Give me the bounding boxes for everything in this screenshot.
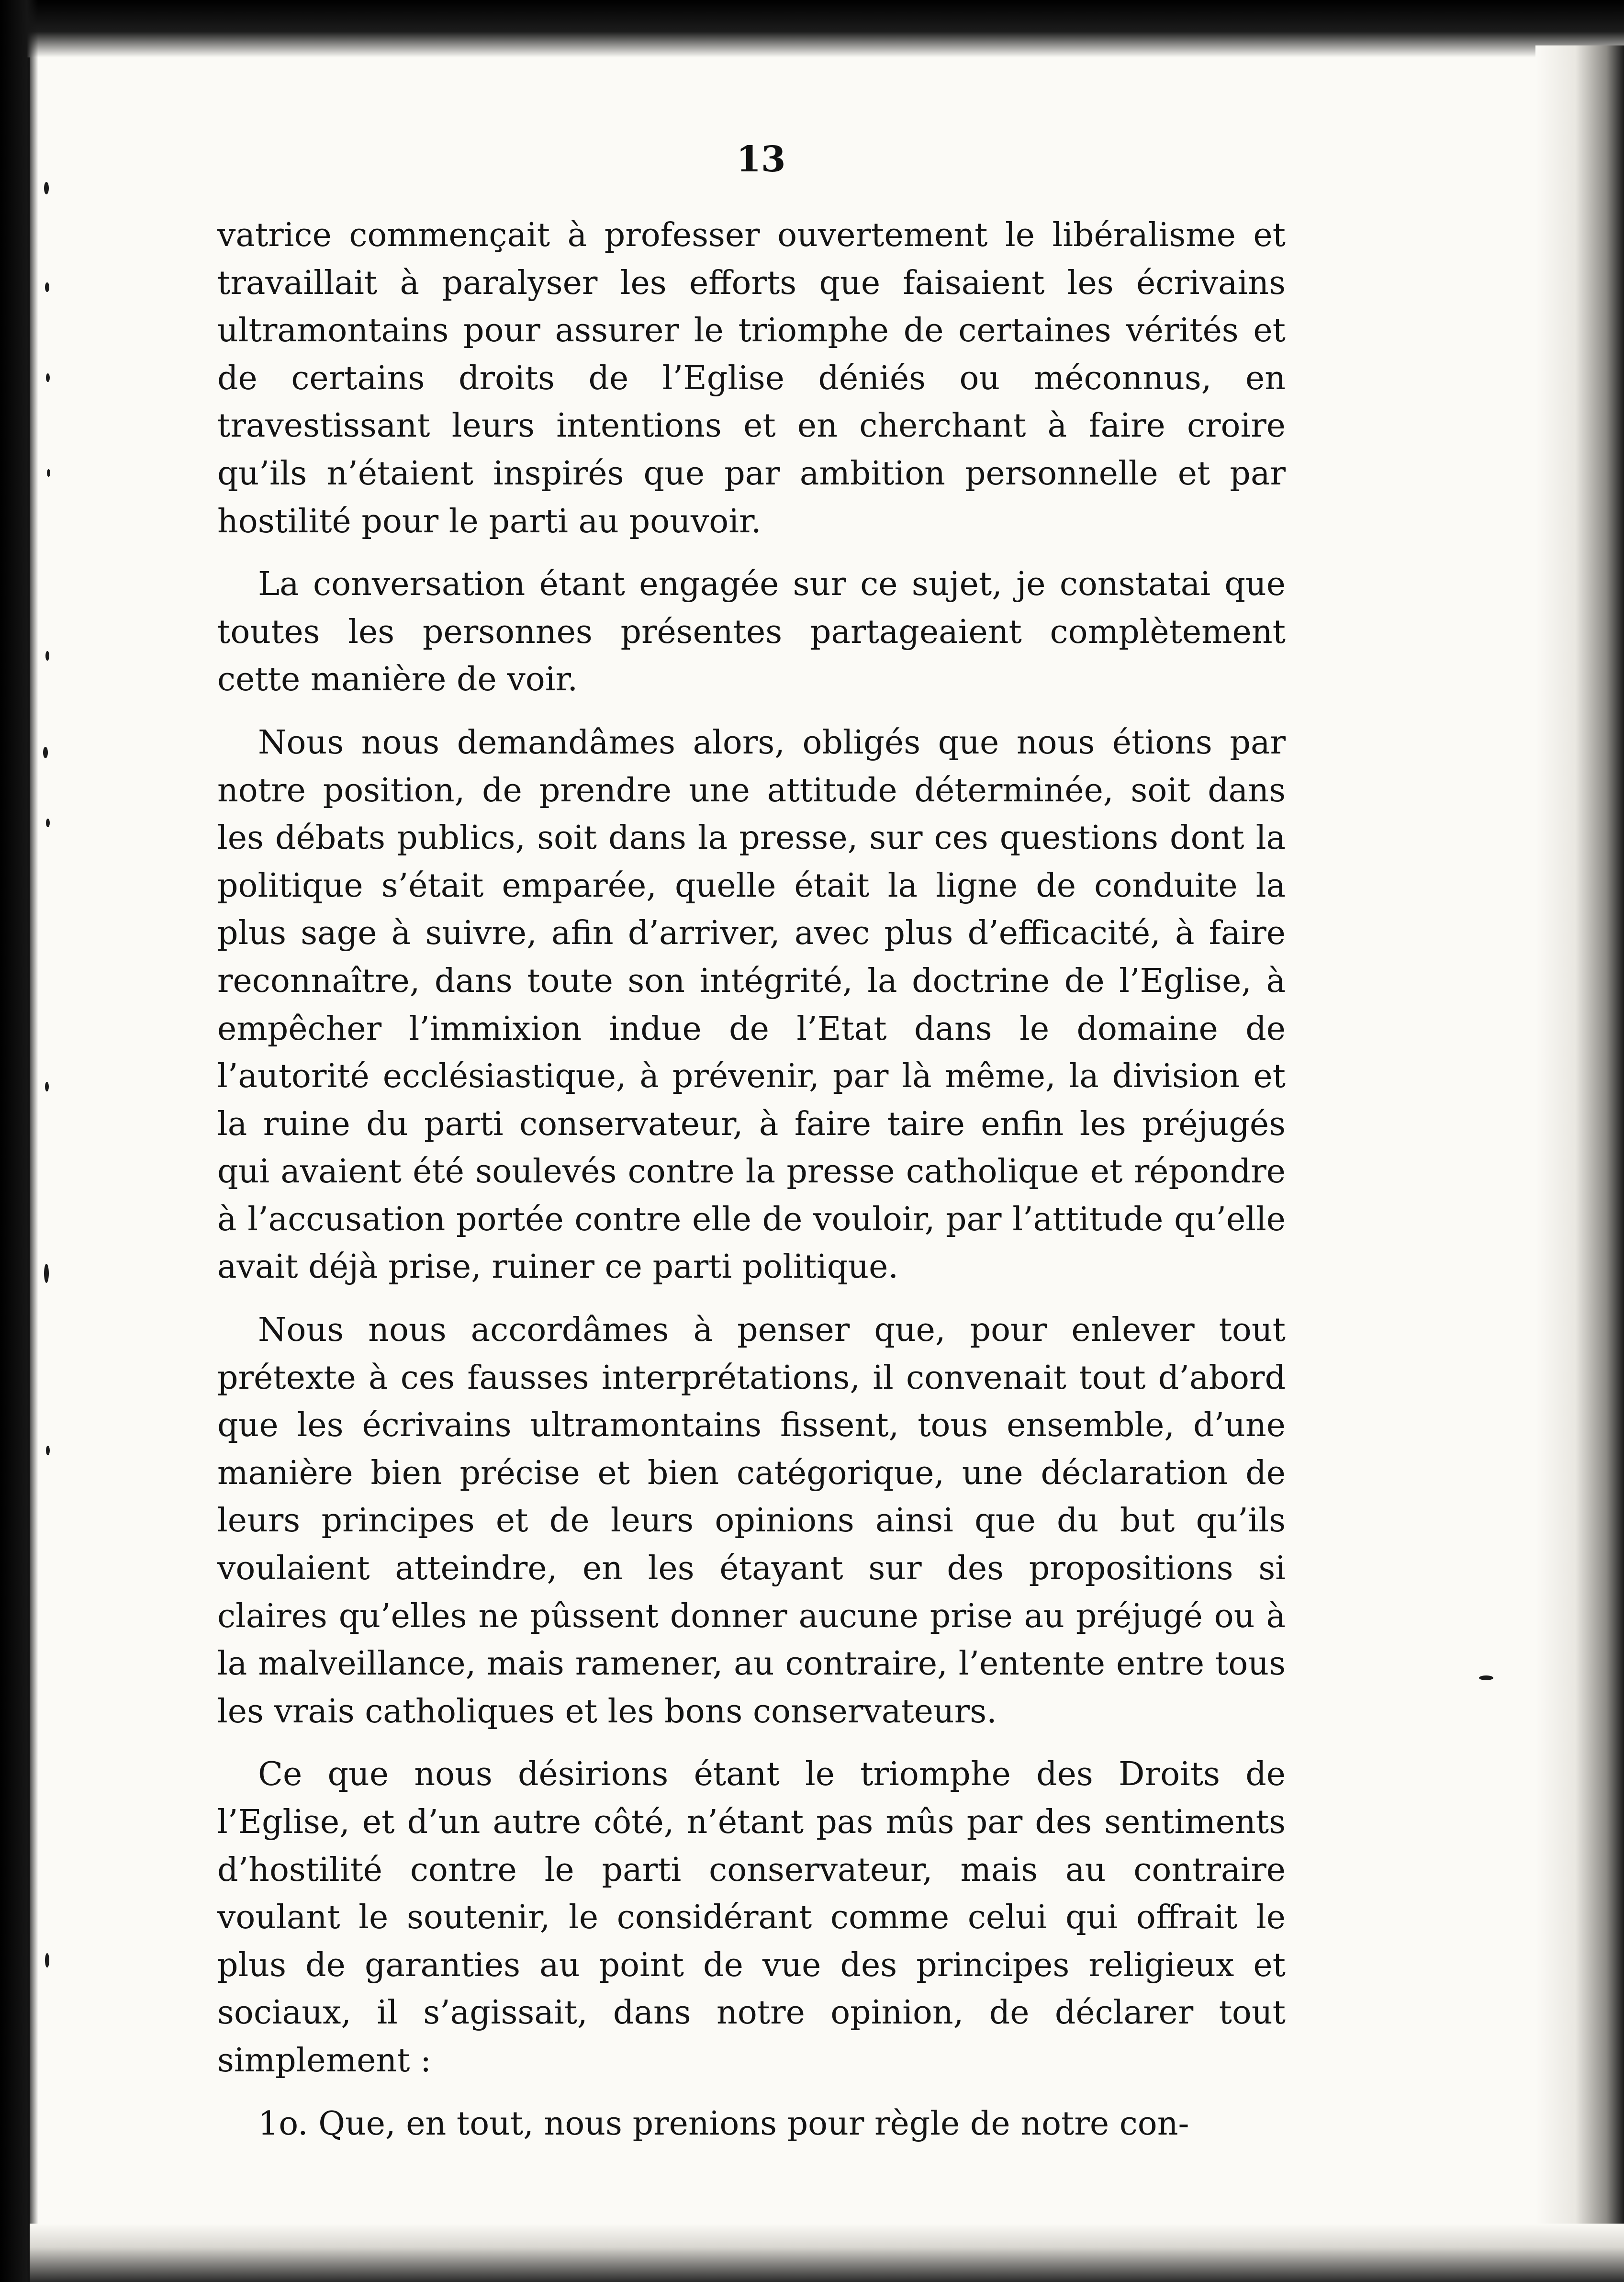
scan-speck: [45, 1082, 49, 1091]
scan-border-left: [0, 0, 38, 2282]
page-number: 13: [736, 139, 786, 180]
scan-border-top: [0, 0, 1624, 57]
scan-speck: [45, 1953, 49, 1967]
scan-border-right: [1535, 45, 1624, 2224]
paragraph: Nous nous demandâmes alors, obligés que nous étions par notre position, de prendre une attitude déterminée, soit dans les débats publics, soit dans la presse, sur ces questions dont la politique s’était emparée, quelle était la ligne de conduite la plus sage à suivre, afin d’arriver, avec plus d’efficacité, à faire reconnaître, dans toute son intégrité, la doctrine de l’Eglise, à empêcher l’immixion indue de l’Etat dans le domaine de l’autorité ecclésiastique, à prévenir, par là même, la division et la ruine du parti conservateur, à faire taire enfin les préjugés qui avaient été soulevés contre la presse catholique et répondre à l’accusation portée contre elle de vouloir, par l’attitude qu’elle avait déjà prise, ruiner ce parti politique.: [217, 723, 1286, 1286]
scan-speck: [43, 747, 48, 758]
scan-speck: [46, 1446, 50, 1455]
scan-speck: [46, 819, 50, 827]
paragraph: Nous nous accordâmes à penser que, pour enlever tout prétexte à ces fausses interprétations, il convenait tout d’abord que les écrivains ultramontains fissent, tous ensemble, d’une manière bien précise et bien catégorique, une déclaration de leurs principes et de leurs opinions ainsi que du but qu’ils voulaient atteindre, en les étayant sur des propositions si claires qu’elles ne pûssent donner aucune prise au préjugé ou à la malveillance, mais ramener, au contraire, l’entente entre tous les vrais catholiques et les bons conservateurs.: [217, 1311, 1286, 1731]
paragraph: 1o. Que, en tout, nous prenions pour règle de notre con-: [258, 2104, 1189, 2143]
scan-speck: [45, 282, 49, 292]
scan-speck: [44, 182, 49, 194]
paragraph: Ce que nous désirions étant le triomphe des Droits de l’Eglise, et d’un autre côté, n’étant pas mûs par des sentiments d’hostilité contre le parti conservateur, mais au contraire voulant le soutenir, le considérant comme celui qui offrait le plus de garanties au point de vue des principes religieux et sociaux, il s’agissait, dans notre opinion, de déclarer tout simplement :: [217, 1755, 1286, 2080]
body-text: [217, 212, 1286, 2163]
scan-speck: [45, 651, 49, 661]
paragraph: La conversation étant engagée sur ce sujet, je constatai que toutes les personnes présentes partageaient complètement cette manière de voir.: [217, 565, 1286, 699]
paragraph: vatrice commençait à professer ouvertement le libéralisme et travaillait à paralyser les efforts que faisaient les écrivains ultramontains pour assurer le triomphe de certaines vérités et de certains droits de l’Eglise déniés ou méconnus, en travestissant leurs intentions et en cherchant à faire croire qu’ils n’étaient inspirés que par ambition personnelle et par hostilité pour le parti au pouvoir.: [217, 216, 1286, 540]
scan-speck: [47, 469, 50, 477]
scan-border-bottom: [30, 2224, 1624, 2282]
scan-speck: [1479, 1675, 1493, 1680]
scan-speck: [44, 1264, 49, 1283]
scan-speck: [46, 373, 50, 382]
